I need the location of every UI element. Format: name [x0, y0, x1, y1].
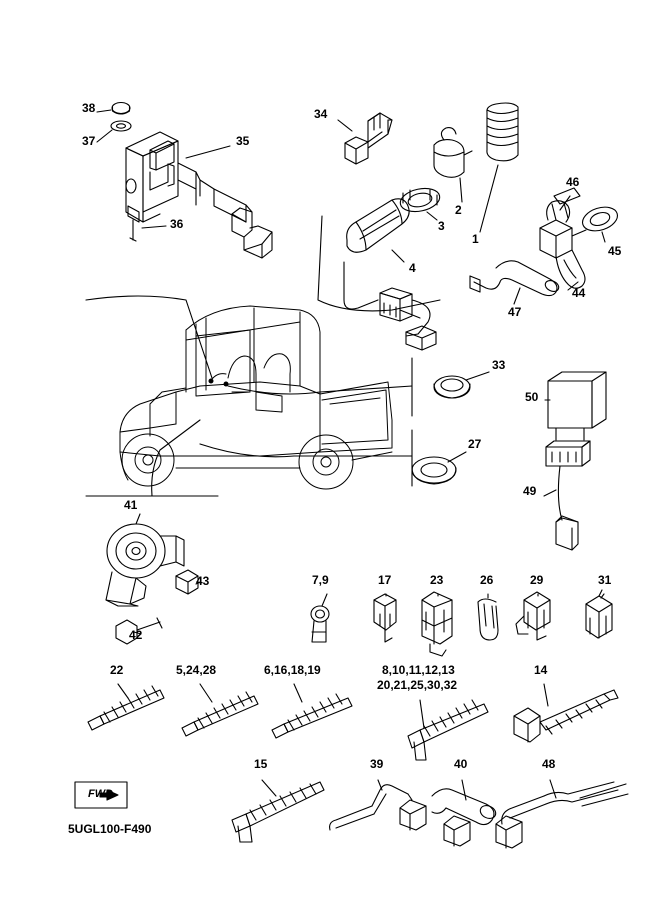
vehicle-illustration: [120, 306, 392, 489]
callout-15: 15: [254, 757, 268, 771]
callout-17: 17: [378, 573, 392, 587]
part-36-bolt: [128, 206, 139, 241]
callout-2: 2: [455, 203, 462, 217]
part-23-connector-clip: [422, 592, 452, 656]
callout-20-32: 20,21,25,30,32: [377, 678, 458, 692]
part-8-32-band: [408, 700, 488, 760]
part-22-band: [88, 686, 164, 730]
callout-23: 23: [430, 573, 444, 587]
diagram-part-number: 5UGL100-F490: [68, 822, 152, 836]
part-29-clip: [516, 592, 550, 640]
callout-48: 48: [542, 757, 556, 771]
callout-29: 29: [530, 573, 544, 587]
callout-31: 31: [598, 573, 612, 587]
part-49-harness: [546, 441, 590, 550]
callout-5-24-28: 5,24,28: [176, 663, 217, 677]
part-34-sensor: [345, 113, 392, 164]
part-15-band: [232, 782, 324, 842]
callout-34: 34: [314, 107, 328, 121]
callout-36: 36: [170, 217, 184, 231]
callout-26: 26: [480, 573, 494, 587]
callout-45: 45: [608, 244, 622, 258]
part-50-relay: [548, 372, 606, 440]
callout-42: 42: [129, 628, 143, 642]
part-48-cable: [496, 782, 628, 848]
part-38-nut: [112, 103, 130, 115]
part-17-clip: [374, 594, 396, 642]
callout-38: 38: [82, 101, 96, 115]
callout-44: 44: [572, 286, 586, 300]
part-6-16-18-19-band: [272, 694, 352, 738]
callout-6-16-18-19: 6,16,18,19: [264, 663, 321, 677]
part-44-sensor-assembly: [540, 201, 586, 289]
callout-1: 1: [472, 232, 479, 246]
part-5-24-28-band: [182, 692, 258, 736]
callout-37: 37: [82, 134, 96, 148]
callout-40: 40: [454, 757, 468, 771]
part-47-lead-wire: [470, 261, 560, 296]
part-37-washer: [111, 121, 131, 131]
part-43-nut: [176, 570, 198, 594]
callout-47: 47: [508, 305, 522, 319]
part-26-hook-clip: [478, 599, 498, 640]
part-33-grommet: [434, 376, 470, 398]
part-39-cable: [330, 785, 426, 830]
callout-3: 3: [438, 219, 445, 233]
fwd-label: FWD: [88, 788, 114, 800]
callout-14: 14: [534, 663, 548, 677]
callout-4: 4: [409, 261, 416, 275]
callout-46: 46: [566, 175, 580, 189]
part-4-connector: [344, 262, 436, 350]
callout-39: 39: [370, 757, 384, 771]
part-31-clip: [586, 590, 612, 638]
part-35-starter-relay: [126, 132, 272, 258]
part-4-handle: [347, 199, 409, 252]
callout-27: 27: [468, 437, 482, 451]
part-2-cap: [434, 128, 472, 178]
callout-49: 49: [523, 484, 537, 498]
callout-7-9: 7,9: [312, 573, 329, 587]
callout-33: 33: [492, 358, 506, 372]
part-1-rubber-boot: [487, 103, 518, 161]
callout-43: 43: [196, 574, 210, 588]
callout-22: 22: [110, 663, 124, 677]
callout-8-13: 8,10,11,12,13: [382, 663, 455, 677]
part-14-band: [514, 690, 618, 742]
part-7-9-clamp: [311, 606, 329, 642]
callout-35: 35: [236, 134, 250, 148]
callout-41: 41: [124, 498, 138, 512]
part-46-gasket: [554, 188, 580, 204]
part-3-ring: [398, 185, 442, 215]
callout-50: 50: [525, 390, 539, 404]
part-40-cable: [432, 789, 498, 846]
part-41-horn: [106, 524, 184, 606]
